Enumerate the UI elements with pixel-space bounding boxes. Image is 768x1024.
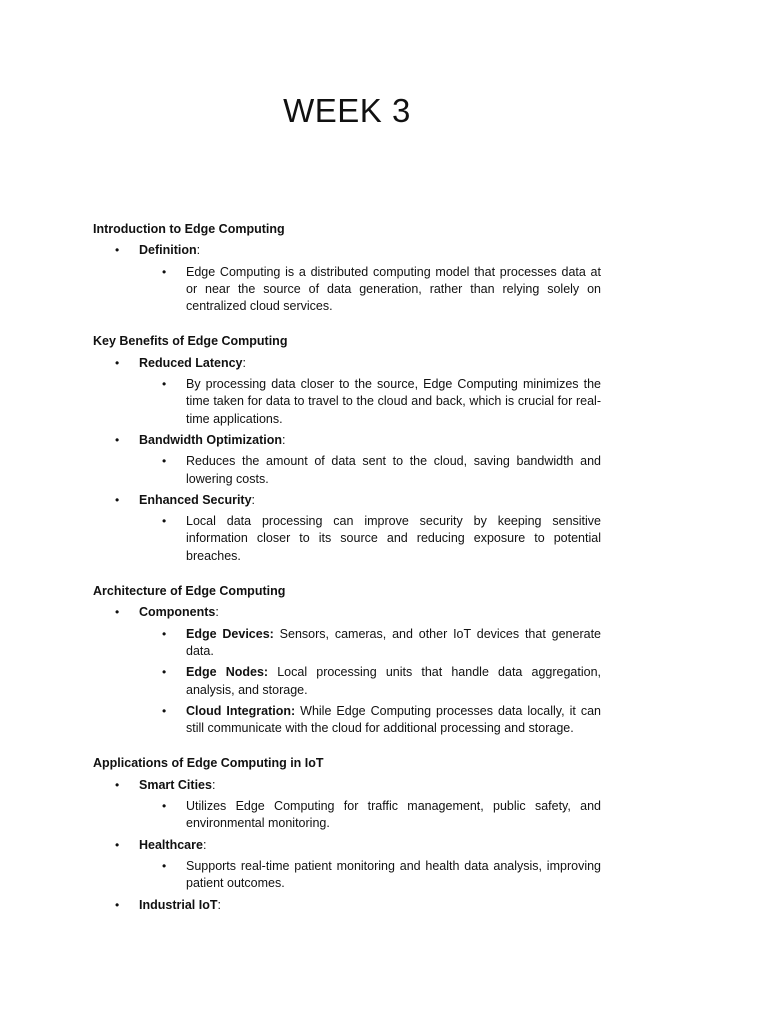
- bullet-icon: •: [115, 432, 120, 447]
- sub-item-text: Local data processing can improve security by keeping sensitive information closer to its source and reducing exposure to potential breaches.: [186, 514, 601, 563]
- bullet-list: [93, 604, 601, 737]
- document-body: [93, 221, 601, 932]
- list-item: [93, 837, 601, 893]
- section-heading: Key Benefits of Edge Computing: [93, 334, 288, 349]
- list-item: [93, 432, 601, 488]
- bullet-icon: •: [115, 355, 120, 370]
- sub-bullet-list: [139, 376, 601, 428]
- bullet-icon: •: [162, 799, 167, 814]
- section-heading: Introduction to Edge Computing: [93, 222, 285, 236]
- bullet-icon: •: [162, 264, 167, 279]
- list-item-suffix: :: [282, 432, 286, 447]
- list-item-label: Healthcare: [139, 837, 203, 852]
- list-item-suffix: :: [251, 492, 256, 507]
- bullet-icon: •: [162, 377, 167, 392]
- list-item: [93, 604, 601, 737]
- sub-bullet-list: [139, 513, 601, 565]
- section: [93, 333, 601, 565]
- sub-list-item: [139, 453, 601, 488]
- list-item-label: Industrial IoT: [139, 897, 218, 912]
- bullet-list: [93, 777, 601, 914]
- sub-list-item: [139, 513, 601, 565]
- section-heading: Applications of Edge Computing in IoT: [93, 756, 324, 771]
- bullet-icon: •: [115, 777, 120, 792]
- bullet-icon: •: [115, 492, 120, 507]
- section: [93, 583, 601, 737]
- bullet-icon: •: [162, 858, 167, 873]
- sub-item-text: Edge Computing is a distributed computing model that processes data at or near the source of data generation, rather than relying solely on centralized cloud services.: [186, 264, 601, 314]
- bullet-icon: •: [162, 703, 167, 718]
- list-item-label: Reduced Latency: [139, 355, 243, 370]
- sub-item-text: Reduces the amount of data sent to the cloud, saving bandwidth and lowering costs.: [186, 454, 601, 486]
- list-item-suffix: :: [217, 897, 221, 912]
- sub-item-text: Supports real-time patient monitoring and health data analysis, improving patient outcomes.: [186, 858, 601, 891]
- list-item-label: Bandwidth Optimization: [139, 432, 283, 447]
- sub-item-text: Utilizes Edge Computing for traffic management, public safety, and environmental monitoring.: [186, 799, 601, 831]
- list-item-suffix: :: [202, 837, 207, 852]
- list-item-suffix: :: [242, 355, 246, 370]
- sub-list-item: [139, 798, 601, 833]
- sub-list-item: [139, 858, 601, 893]
- list-item: [93, 777, 601, 833]
- bullet-icon: •: [162, 665, 167, 680]
- list-item: [93, 355, 601, 428]
- bullet-icon: •: [162, 454, 167, 469]
- sub-list-item: [139, 376, 601, 428]
- list-item: [93, 897, 601, 914]
- sub-item-lead: Edge Devices:: [186, 626, 274, 641]
- bullet-list: [93, 355, 601, 565]
- bullet-icon: •: [162, 514, 167, 529]
- bullet-list: [93, 242, 601, 315]
- sub-item-text: By processing data closer to the source, Edge Computing minimizes the time taken for data to travel to the cloud and back, which is crucial for real-time applications.: [186, 377, 601, 426]
- page-title: WEEK 3: [283, 92, 411, 129]
- sub-list-item: [139, 703, 601, 738]
- section: [93, 221, 601, 315]
- sub-item-text: While Edge Computing processes data locally, it can still communicate with the cloud for additional processing and storage.: [186, 703, 602, 736]
- section: [93, 755, 601, 913]
- bullet-icon: •: [115, 837, 120, 852]
- list-item-suffix: :: [215, 605, 219, 620]
- section-heading: Architecture of Edge Computing: [93, 584, 286, 599]
- sub-item-text: Local processing units that handle data aggregation, analysis, and storage.: [186, 665, 602, 697]
- sub-bullet-list: [139, 264, 601, 316]
- sub-bullet-list: [139, 626, 601, 738]
- sub-bullet-list: [139, 453, 601, 488]
- sub-bullet-list: [139, 798, 601, 833]
- sub-list-item: [139, 264, 601, 316]
- bullet-icon: •: [115, 605, 120, 620]
- sub-bullet-list: [139, 858, 601, 893]
- sub-list-item: [139, 626, 601, 661]
- sub-item-lead: Cloud Integration:: [186, 703, 296, 718]
- sub-item-text: Sensors, cameras, and other IoT devices that generate data.: [186, 626, 601, 658]
- sub-item-lead: Edge Nodes:: [186, 665, 269, 680]
- list-item: [93, 492, 601, 565]
- list-item-label: Smart Cities: [139, 777, 212, 792]
- sub-list-item: [139, 664, 601, 699]
- list-item-suffix: :: [196, 243, 201, 258]
- list-item-label: Enhanced Security: [139, 492, 252, 507]
- list-item-suffix: :: [211, 777, 216, 792]
- list-item: [93, 242, 601, 315]
- bullet-icon: •: [162, 626, 167, 641]
- list-item-label: Definition: [139, 243, 197, 258]
- bullet-icon: •: [115, 243, 120, 258]
- list-item-label: Components: [139, 605, 216, 620]
- bullet-icon: •: [115, 897, 120, 912]
